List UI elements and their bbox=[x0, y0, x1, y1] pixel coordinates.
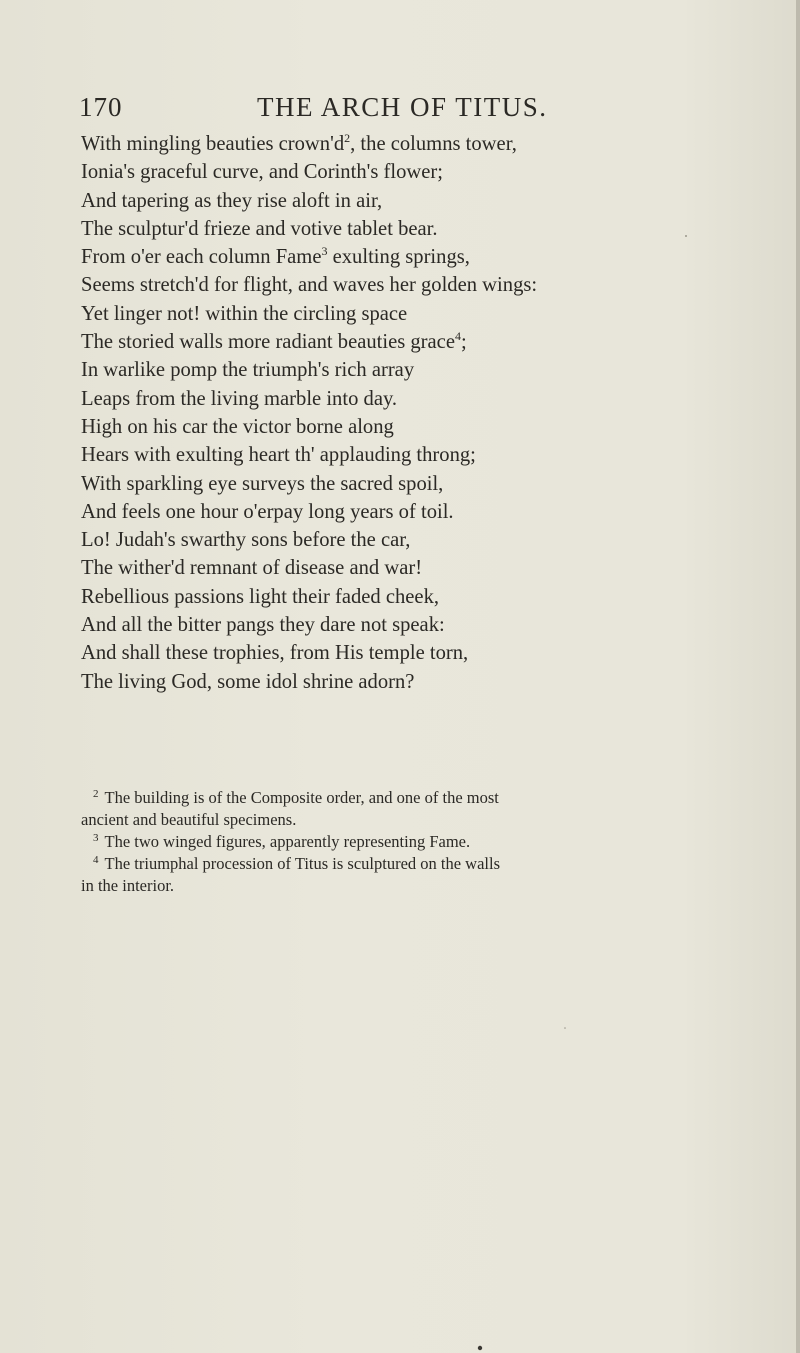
verse-line: The wither'd remnant of disease and war! bbox=[81, 557, 423, 580]
page-header bbox=[79, 92, 759, 126]
page-number: 170 bbox=[79, 92, 123, 122]
verse-line: Ionia's graceful curve, and Corinth's flower; bbox=[81, 161, 443, 184]
verse-line: Seems stretch'd for flight, and waves her golden wings: bbox=[81, 274, 538, 297]
poem-verse bbox=[81, 130, 781, 696]
footnote-ref: 4 bbox=[454, 329, 461, 344]
verse-line: High on his car the victor borne along bbox=[81, 415, 394, 438]
footnote-ref: 2 bbox=[344, 131, 351, 145]
verse-line: The sculptur'd frieze and votive tablet bear. bbox=[81, 217, 438, 240]
ink-speck bbox=[478, 1346, 482, 1350]
verse-line: With sparkling eye surveys the sacred spoil, bbox=[81, 472, 444, 495]
verse-line: Yet linger not! within the circling space bbox=[81, 302, 408, 325]
footnote-text: The triumphal procession of Titus is sculptured on the walls bbox=[104, 854, 501, 873]
footnote bbox=[81, 853, 781, 897]
verse-line: Hears with exulting heart th' applauding throng; bbox=[81, 444, 476, 467]
footnote-mark: 2 bbox=[93, 788, 99, 800]
footnote bbox=[81, 787, 781, 831]
verse-line: With mingling beauties crown'd$^2$, the columns tower, bbox=[81, 131, 517, 155]
running-title: THE ARCH OF TITUS. bbox=[257, 92, 548, 122]
verse-line: And feels one hour o'erpay long years of toil. bbox=[81, 500, 454, 523]
footnote-text: ancient and beautiful specimens. bbox=[81, 810, 297, 829]
verse-line: The storied walls more radiant beauties grace$^4$; bbox=[81, 329, 467, 354]
verse-line: From o'er each column Fame$^3$ exulting springs, bbox=[81, 244, 470, 269]
verse-line: And shall these trophies, from His temple torn, bbox=[81, 642, 469, 665]
verse-line: Leaps from the living marble into day. bbox=[81, 387, 398, 410]
verse-line: In warlike pomp the triumph's rich array bbox=[81, 359, 415, 382]
verse-line: And all the bitter pangs they dare not speak: bbox=[81, 614, 445, 637]
footnote-text: The two winged figures, apparently representing Fame. bbox=[104, 832, 471, 851]
footnotes bbox=[81, 787, 781, 897]
ink-speck bbox=[564, 1027, 566, 1029]
verse-line: The living God, some idol shrine adorn? bbox=[81, 670, 415, 693]
footnote bbox=[81, 831, 781, 853]
verse-line: Rebellious passions light their faded cheek, bbox=[81, 585, 440, 608]
footnote-ref: 3 bbox=[321, 244, 328, 259]
footnote-text: The building is of the Composite order, and one of the most bbox=[104, 788, 499, 807]
page-edge bbox=[796, 0, 800, 1353]
verse-line: And tapering as they rise aloft in air, bbox=[81, 189, 383, 212]
footnote-mark: 3 bbox=[93, 832, 99, 844]
footnote-text: in the interior. bbox=[81, 876, 175, 895]
verse-line: Lo! Judah's swarthy sons before the car, bbox=[81, 529, 411, 552]
footnote-mark: 4 bbox=[93, 854, 99, 866]
